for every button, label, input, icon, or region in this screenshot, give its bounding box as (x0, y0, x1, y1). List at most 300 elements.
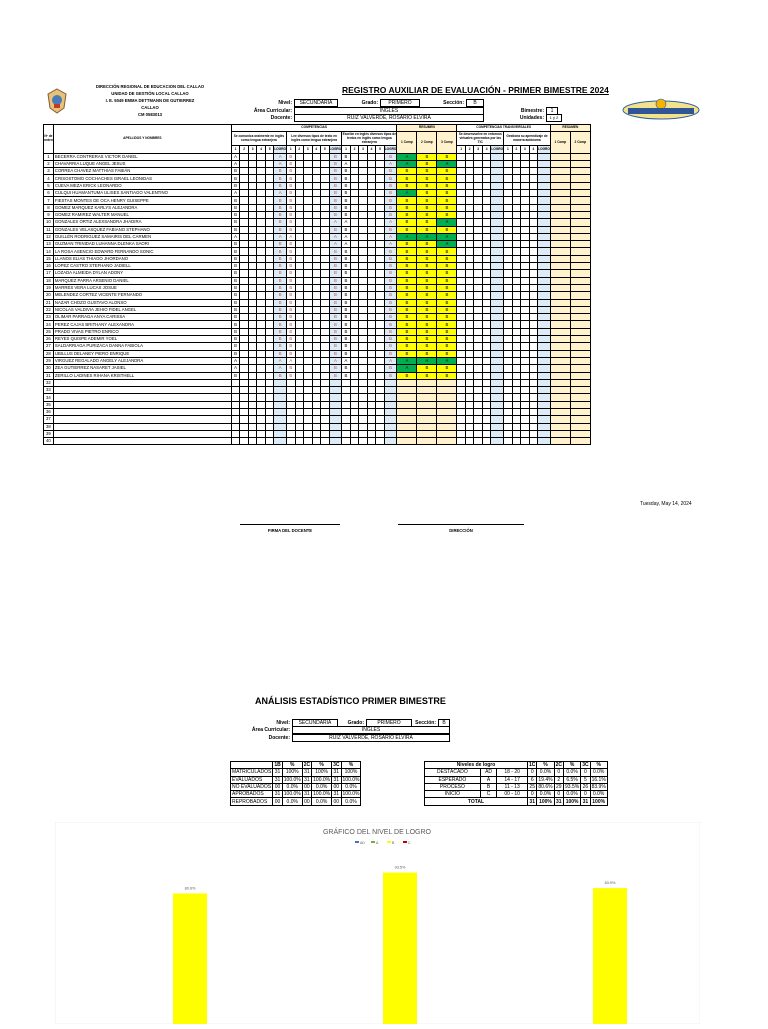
table-cell (312, 226, 321, 233)
table-cell (521, 168, 530, 175)
table-cell (304, 211, 313, 218)
table-cell (491, 365, 504, 372)
table-cell (482, 372, 491, 379)
table-cell (482, 299, 491, 306)
table-cell (512, 365, 521, 372)
logro-cell: A (384, 233, 397, 240)
summary-grade: B (417, 219, 437, 226)
table-cell (465, 182, 474, 189)
table-cell (265, 416, 274, 423)
table-cell (359, 211, 368, 218)
table-cell (550, 270, 570, 277)
table-cell (482, 277, 491, 284)
stats-cell: 0 (554, 769, 563, 776)
stats-cell: 3C (333, 762, 340, 769)
logro-cell: B (384, 314, 397, 321)
table-cell (538, 226, 551, 233)
table-cell (367, 387, 376, 394)
table-cell (304, 204, 313, 211)
table-cell (482, 168, 491, 175)
student-name: OLIMAR PARRAGA ANYA CARISSA (53, 314, 231, 321)
table-cell (491, 270, 504, 277)
student-name (53, 387, 231, 394)
logro-cell: B (384, 343, 397, 350)
stats-cell: 00 (304, 784, 310, 791)
summary-grade: B (397, 372, 417, 379)
table-cell (457, 306, 466, 313)
grade-cell: B (231, 248, 240, 255)
table-cell (240, 182, 249, 189)
table-cell (521, 372, 530, 379)
table-cell (312, 379, 321, 386)
sub-col: 4 (367, 146, 376, 153)
table-cell (359, 226, 368, 233)
table-cell (512, 423, 521, 430)
table-cell (248, 270, 257, 277)
table-cell (359, 277, 368, 284)
table-cell (359, 241, 368, 248)
table-cell (504, 365, 513, 372)
row-number: 18 (44, 277, 54, 284)
table-cell (321, 343, 330, 350)
table-cell (465, 263, 474, 270)
row-number: 7 (44, 197, 54, 204)
table-cell (265, 190, 274, 197)
logro-cell: B (329, 365, 342, 372)
logro-cell: B (329, 153, 342, 160)
table-cell (367, 336, 376, 343)
grade-cell: B (342, 277, 351, 284)
table-cell (504, 306, 513, 313)
table-cell (304, 438, 313, 445)
unidades-label: Unidades: (519, 115, 544, 121)
stats-cell: % (282, 762, 302, 769)
table-cell (265, 372, 274, 379)
logro-cell: B (329, 190, 342, 197)
table-cell (457, 408, 466, 415)
table-cell (257, 284, 266, 291)
table-cell (350, 255, 359, 262)
table-cell (504, 226, 513, 233)
table-cell (367, 365, 376, 372)
summary-grade: B (437, 336, 457, 343)
unidades-value: 1 y 2 (546, 114, 562, 122)
table-cell (304, 182, 313, 189)
levels-col-header: % (564, 762, 581, 769)
table-cell (384, 379, 397, 386)
table-cell (367, 416, 376, 423)
table-cell (248, 306, 257, 313)
summary-grade: B (417, 190, 437, 197)
table-cell (257, 168, 266, 175)
table-cell (512, 197, 521, 204)
table-cell (321, 416, 330, 423)
table-cell (265, 299, 274, 306)
table-cell (521, 401, 530, 408)
table-cell (312, 190, 321, 197)
table-cell (304, 401, 313, 408)
logro-cell: B (384, 226, 397, 233)
table-cell (474, 219, 483, 226)
names-header: APELLIDOS Y NOMBRES (53, 125, 231, 154)
grade-cell: B (342, 284, 351, 291)
table-cell (482, 401, 491, 408)
table-cell (248, 248, 257, 255)
table-cell (482, 328, 491, 335)
table-cell (248, 357, 257, 364)
summary-grade: B (417, 204, 437, 211)
table-cell (287, 416, 296, 423)
table-cell (295, 423, 304, 430)
row-number: 6 (44, 190, 54, 197)
table-cell (437, 423, 457, 430)
table-cell (367, 408, 376, 415)
table-cell (248, 263, 257, 270)
grado-value: PRIMERO (380, 99, 420, 107)
table-cell (474, 292, 483, 299)
grado-label: Grado: (361, 100, 378, 106)
table-cell (248, 241, 257, 248)
table-cell (367, 314, 376, 321)
table-cell (457, 328, 466, 335)
table-cell (248, 211, 257, 218)
table-cell (474, 204, 483, 211)
table-cell (321, 408, 330, 415)
table-cell (550, 175, 570, 182)
table-cell (350, 241, 359, 248)
table-cell (240, 168, 249, 175)
summary-grade: B (397, 175, 417, 182)
table-cell (321, 248, 330, 255)
table-cell (521, 306, 530, 313)
table-cell (350, 408, 359, 415)
analysis-area-label: Área Curricular: (251, 727, 290, 733)
total-cell: 100% (590, 798, 607, 805)
table-cell (295, 160, 304, 167)
table-cell (521, 277, 530, 284)
table-cell (295, 438, 304, 445)
table-cell (550, 438, 570, 445)
table-cell (274, 408, 287, 415)
table-cell (437, 438, 457, 445)
table-cell (321, 350, 330, 357)
logro-cell: B (384, 336, 397, 343)
table-cell (512, 277, 521, 284)
stats-cell: DESTACADO (425, 769, 481, 776)
table-cell (482, 211, 491, 218)
table-cell (312, 263, 321, 270)
table-cell (538, 168, 551, 175)
logro-cell: B (329, 372, 342, 379)
table-cell (529, 357, 538, 364)
stats-cell: 31 (274, 769, 281, 776)
table-cell (287, 438, 296, 445)
table-cell (376, 416, 385, 423)
stats-cell: 25 (529, 784, 535, 791)
summary-grade: B (437, 284, 457, 291)
table-cell (295, 408, 304, 415)
grade-cell: B (342, 321, 351, 328)
table-cell (304, 270, 313, 277)
table-cell (482, 204, 491, 211)
chart-bar (383, 873, 417, 1024)
table-cell (367, 321, 376, 328)
summary-grade: A (397, 233, 417, 240)
table-cell (295, 211, 304, 218)
table-cell (231, 438, 240, 445)
table-cell (482, 255, 491, 262)
summary-grade: B (437, 321, 457, 328)
table-cell (240, 408, 249, 415)
table-cell (491, 379, 504, 386)
table-cell (367, 263, 376, 270)
table-cell (240, 438, 249, 445)
summary-grade: B (397, 336, 417, 343)
table-cell (295, 336, 304, 343)
summary-grade: B (397, 168, 417, 175)
table-cell (504, 168, 513, 175)
table-cell (248, 219, 257, 226)
table-cell (550, 372, 570, 379)
table-cell (529, 299, 538, 306)
stats-cell: 93.5% (565, 784, 580, 791)
table-cell (512, 306, 521, 313)
table-cell (321, 438, 330, 445)
table-cell (465, 430, 474, 437)
levels-header: Niveles de logro (425, 762, 528, 769)
table-cell (550, 248, 570, 255)
table-cell (491, 219, 504, 226)
table-cell (550, 336, 570, 343)
table-cell (491, 292, 504, 299)
table-cell (570, 299, 590, 306)
table-cell (529, 270, 538, 277)
summary-grade: B (417, 168, 437, 175)
row-number: 36 (44, 408, 54, 415)
table-cell (376, 401, 385, 408)
table-cell (367, 153, 376, 160)
table-cell (329, 394, 342, 401)
table-cell (457, 292, 466, 299)
table-cell (384, 387, 397, 394)
table-cell (376, 153, 385, 160)
table-cell (295, 306, 304, 313)
summary-grade: B (417, 226, 437, 233)
table-cell (257, 416, 266, 423)
table-cell (367, 292, 376, 299)
table-cell (367, 328, 376, 335)
table-cell (376, 394, 385, 401)
grade-cell: B (231, 270, 240, 277)
nivel-value: SECUNDARIA (294, 99, 338, 107)
table-cell (457, 277, 466, 284)
legend-label: AD (360, 841, 365, 845)
signature-direccion: DIRECCIÓN (398, 524, 524, 533)
table-cell (257, 182, 266, 189)
stats-cell: 1B (274, 762, 281, 769)
table-cell (397, 394, 417, 401)
total-cell: 31 (556, 798, 562, 805)
table-cell (304, 306, 313, 313)
summary-grade: A (417, 357, 437, 364)
table-cell (570, 416, 590, 423)
stats-cell: 100.0% (342, 791, 360, 798)
summary-grade: B (437, 248, 457, 255)
grade-cell: B (231, 277, 240, 284)
stats-cell: 100% (282, 769, 302, 776)
table-cell (359, 416, 368, 423)
table-cell (437, 394, 457, 401)
table-cell (491, 255, 504, 262)
table-cell (570, 160, 590, 167)
stats-cell: 0.0% (341, 798, 361, 805)
table-cell (521, 241, 530, 248)
table-cell (465, 255, 474, 262)
table-cell (257, 387, 266, 394)
table-cell (304, 277, 313, 284)
grade-cell: B (231, 343, 240, 350)
grade-cell: B (342, 292, 351, 299)
grade-cell: B (231, 306, 240, 313)
table-cell (257, 365, 266, 372)
student-name (53, 438, 231, 445)
table-cell (465, 299, 474, 306)
row-number: 19 (44, 284, 54, 291)
table-cell (482, 321, 491, 328)
table-cell (376, 343, 385, 350)
table-cell (550, 321, 570, 328)
grade-cell: B (342, 299, 351, 306)
chart-title: GRÁFICO DEL NIVEL DE LOGRO (322, 829, 432, 836)
table-cell (359, 394, 368, 401)
table-cell (512, 241, 521, 248)
table-cell (512, 270, 521, 277)
report-date: Tuesday, May 14, 2024 (640, 501, 692, 507)
table-cell (550, 255, 570, 262)
table-cell (350, 175, 359, 182)
table-cell (342, 423, 351, 430)
row-number: 10 (44, 219, 54, 226)
table-cell (437, 430, 457, 437)
table-cell (397, 379, 417, 386)
table-cell (521, 416, 530, 423)
table-cell (504, 372, 513, 379)
table-cell (359, 175, 368, 182)
logro-cell: B (274, 211, 287, 218)
trans-sub-col: 1 (457, 146, 466, 153)
stats-cell: MATRICULADOS (232, 769, 272, 776)
summary-grade: A (397, 153, 417, 160)
table-cell (312, 299, 321, 306)
grade-cell: B (287, 255, 296, 262)
logro-cell: B (384, 306, 397, 313)
table-cell (512, 226, 521, 233)
summary-grade: B (417, 284, 437, 291)
grade-cell: B (287, 204, 296, 211)
table-cell (312, 372, 321, 379)
stats-cell: 31 (333, 769, 340, 776)
table-cell (570, 343, 590, 350)
order-number-header: Nº de orden (44, 125, 54, 154)
table-cell (504, 197, 513, 204)
table-cell (312, 197, 321, 204)
table-cell (474, 263, 483, 270)
summary-grade: B (397, 284, 417, 291)
table-cell (512, 248, 521, 255)
table-cell (342, 430, 351, 437)
table-cell (550, 430, 570, 437)
table-cell (529, 197, 538, 204)
area-value: INGLÉS (294, 107, 484, 115)
table-cell (265, 255, 274, 262)
logro-cell: B (274, 372, 287, 379)
table-cell (529, 379, 538, 386)
stats-cell: APROBADOS (231, 791, 273, 798)
table-cell (274, 379, 287, 386)
table-cell (376, 372, 385, 379)
table-cell (538, 394, 551, 401)
table-cell (312, 401, 321, 408)
table-cell (491, 277, 504, 284)
table-cell (248, 255, 257, 262)
grade-cell: B (231, 204, 240, 211)
table-cell (504, 160, 513, 167)
table-cell (350, 233, 359, 240)
summary-grade: B (417, 248, 437, 255)
table-cell (350, 416, 359, 423)
table-cell (457, 241, 466, 248)
summary-grade: B (397, 292, 417, 299)
logro-cell: B (274, 175, 287, 182)
logro-cell: B (384, 248, 397, 255)
table-cell (312, 430, 321, 437)
table-cell (538, 233, 551, 240)
table-cell (529, 263, 538, 270)
table-cell (529, 328, 538, 335)
table-cell (457, 211, 466, 218)
grade-cell: B (287, 314, 296, 321)
table-cell (265, 408, 274, 415)
table-cell (329, 401, 342, 408)
levels-col-header: % (537, 762, 554, 769)
row-number: 14 (44, 248, 54, 255)
table-cell (570, 241, 590, 248)
table-cell (570, 226, 590, 233)
table-cell (550, 204, 570, 211)
levels-col-header: 3C (582, 762, 589, 769)
table-cell (240, 401, 249, 408)
row-number: 15 (44, 255, 54, 262)
student-name: LA ROSA ASENCIO EDWARD FERNANDO SONIC (53, 248, 231, 255)
summary-grade: B (417, 292, 437, 299)
competencias-header: COMPETENCIAS (231, 125, 397, 132)
table-cell (312, 292, 321, 299)
stats-cell: 00 - 10 (497, 791, 528, 798)
table-cell (376, 168, 385, 175)
table-cell (376, 277, 385, 284)
sub-col: 3 (248, 146, 257, 153)
table-cell (350, 226, 359, 233)
table-cell (359, 153, 368, 160)
table-cell (538, 175, 551, 182)
table-cell (504, 190, 513, 197)
stats-cell: 83.9% (591, 784, 606, 791)
table-cell (257, 175, 266, 182)
table-cell (287, 423, 296, 430)
table-cell (529, 160, 538, 167)
table-cell (538, 270, 551, 277)
table-cell (538, 336, 551, 343)
